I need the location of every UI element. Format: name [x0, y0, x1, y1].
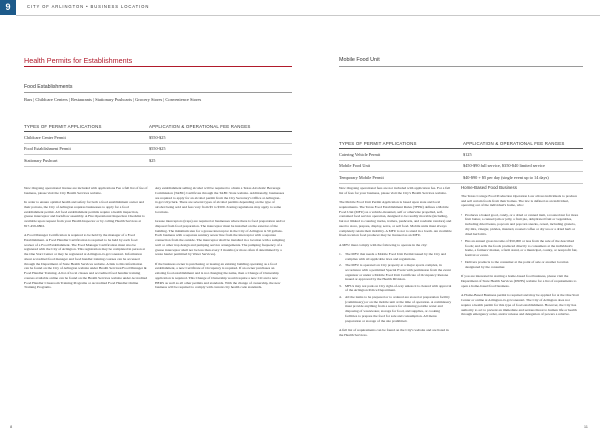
category-item: Childcare Centers — [35, 97, 68, 102]
fee-cell: $40-$90 + $5 per day (single event up to 14 days) — [463, 172, 583, 184]
list-item: 3. MFUs may not park on City right-of-way unless it is cleared with approval of the Arlington Police Department. — [339, 283, 452, 293]
mobile-permit-fee-table — [339, 141, 583, 184]
permit-type-cell: Food Establishment Permit — [24, 143, 149, 155]
table-header-row — [24, 124, 292, 132]
body-paragraph: Grease interceptors (traps) are required at businesses where there is food preparation and/or disposal from food preparation. The interceptor must be installed on the exterior of the building. The minimum size for a grease interceptor in the City of Arlington is 50 gallons. Each business with a separate sanitary sewer line from the interceptor with a separate connection from the outside. The interceptor shall be installed in a location with a sampling well or other trap design and pumping service arrangements. The pumping frequency of a grease interceptor shall not be less than every 3 months (or more often if determined by a waste hauler permitted by Water Services). — [155, 219, 285, 257]
table-row — [24, 143, 292, 155]
body-paragraph: A Food Manager Certification is required to be held by the manager of a Food Establishment. A Food Handler Certification is required to be held by each food worker of a Food Establishment. The Food Manager Certification must also be registered with the City of Arlington. This registration may be completed in person at the One Start Center or may be registered at Arlington-tx.gov/onestart. Information about accredited food manager and food handler training courses can be accessed through the Department of State Health Services website. A link to this information can be found on the City of Arlington website under Health Services/Food Manager & Food Handler Training. A list of local classes and accredited food handler training courses available online can be found on the Health Services website under Accredited Food Handler Classroom Training Programs or Accredited Food Handler Online Training Programs. — [24, 233, 148, 290]
right-page-number: 11 — [583, 424, 588, 429]
fee-cell: $25 — [149, 155, 292, 167]
body-paragraph: New Ongoing operational fees are not included with application fee. For a full list of fees for your business, please visit the City's Health Services website. — [339, 186, 451, 195]
table-row — [339, 149, 583, 161]
left-column-1-text — [24, 186, 148, 295]
body-paragraph: The Mobile Food Unit Permit Application is based upon state and local requirements. The Texas Food Establishment Rules (TFER) defines a Mobile Food Unit (MFU) as a vehicle-mounted, self or otherwise propelled, self-contained food service operation, designed to be readily movable (including, but not limited to catering trucks, trailers, pushcarts, and roadside vendors) and used to store, prepare, display, serve, or sell food. Mobile units must always completely retain their mobility. A MFU is not to stand in a booth. An available fixed-location food producer may be licensed as an MFU. — [339, 200, 452, 238]
body-paragraph: The Texas Cottage Food Production Operation Law allows individuals to produce and sell certain foods from their homes. The law is defined as an individual, operating out of the individual's home, who: — [461, 193, 578, 208]
category-separator: | — [32, 97, 36, 102]
permit-type-cell: Stationary Pushcart — [24, 155, 149, 167]
body-paragraph: A MFU must comply with the following to operate in the city: — [339, 242, 428, 247]
body-paragraph: New Ongoing operational license are included with applications Fee a full list of fee of business, please visit the City Health Services website. — [24, 186, 148, 195]
column-header: TYPES OF PERMIT APPLICATIONS — [24, 124, 149, 132]
cottage-food-criteria-list — [461, 213, 579, 270]
food-establishments-title: Food Establishments — [24, 84, 73, 90]
fee-cell: $550-$25 — [149, 132, 292, 144]
category-item: Grocery Stores — [135, 97, 163, 102]
right-column-2-text — [461, 186, 579, 322]
permit-type-cell: Childcare Center Permit — [24, 132, 149, 144]
body-paragraph: A Home-Based Business permit is required and may be applied for at the One Start Center or online at Arlington-tx.gov/onestart. The City of Arlington does not require a health permit for this type of food establishment. However, the City has authority to act to prevent an immediate and serious threat to human life or health through emergency order, and/or release and delegation of powers a relative. — [461, 293, 580, 317]
category-item: Stationary Pushcarts — [95, 97, 132, 102]
category-separator: | — [67, 97, 71, 102]
page-badge: 9 — [0, 0, 16, 15]
column-header: TYPES OF PERMIT APPLICATIONS — [339, 141, 463, 149]
column-header: APPLICATION & OPERATIONAL FEE RANGES — [149, 124, 292, 132]
table-row — [339, 160, 583, 172]
category-item: Convenience Stores — [165, 97, 202, 102]
table-row — [24, 132, 292, 144]
permit-type-cell: Catering Vehicle Permit — [339, 149, 463, 161]
list-item-text: The MFU that needs a Mobile Food Unit Permit issued by the City and complies with all applicable laws and regulations. — [345, 252, 446, 261]
list-item: • Produces a baked good, candy, or a dried or canned item, a roasted nut for more fruit butter, a canned jam or jelly, a fruit pie, dehydrated fruit or vegetables, including dried beans, popcorn and popcorn snacks, cereal, including granola, dry mix, vinegar, pickles, mustard, roasted coffee or dry tea or a dried herb or dried herb mix. — [461, 213, 579, 237]
category-list — [24, 97, 201, 102]
list-item: 4. All the items to be prepared or to ordered are stored at preparation facility (commissary) or on the mobile unit at the time of operation. A commissary must provide anything from a source for obtaining potable water and disposing of wastewater, storage for food, and supplies, or cooking facilities to prepare the food for sale and consumption. All menu preparation or storage of the site prohibited. — [339, 294, 452, 323]
body-paragraph: If you are interested in starting a home-based food business, please visit the Department of State Health Services (DSHS) website for a list of requirements to open a home-based food business. — [461, 274, 577, 288]
category-separator: | — [131, 97, 136, 102]
home-based-food-business-title: Home-Based Food Business — [461, 185, 517, 190]
header-divider — [16, 15, 600, 16]
category-separator: | — [162, 97, 166, 102]
fee-cell: $450-$90 full service, $350-$40 limited service — [463, 160, 583, 172]
body-paragraph: Any establishment selling alcohol will be required to obtain a Texas Alcoholic Beverage Commission (TABC) Certificate through the TABC State website. Additionally, businesses are required to apply for an alcohol permit from the City Secretary's Office at Arlington-tx.gov/cityclerk. There are several types of alcohol permits depending on the type of alcohol being sold and fees vary from $5 to $500. Zoning regulations may apply to some locations. — [155, 186, 285, 214]
permit-type-cell: Temporary Mobile Permit — [339, 172, 463, 184]
category-item: Restaurants — [70, 97, 92, 102]
table-row — [24, 155, 292, 167]
body-paragraph: If the business owner is purchasing or leasing an existing building operating as a food establishment, a new Certificate of Occupancy is required. If an owner purchases an existing food establishment and is not changing the name, then a Change of Ownership application is required. This Change of Ownership would require a new CO and a new HERS as well as all other permits and standards. With the change of ownership, the new business will be required to comply with current city health code standards. — [155, 261, 281, 290]
section-title: Health Permits for Establishments — [24, 56, 133, 65]
list-item: • Has an annual gross income of $50,000 or less from the sale of the described foods; and sells the foods produced directly to consumers at the individual's home, a farmers' market, a farm stand, or a municipal, county, or nonprofit fair, festival or event. — [461, 239, 579, 258]
list-item: • Delivers products to the consumer at the point of sale or another location designated by the consumer. — [461, 260, 579, 270]
mobile-food-unit-divider — [339, 66, 583, 67]
category-separator: | — [91, 97, 96, 102]
body-paragraph: In order to ensure optimal health and safety for both a food establishment owner and their patrons, the City of Arlington requires businesses to apply for a food establishment permit. All food establishment permits require a health inspection, grease interceptor and backflow assembly. A Fire Operational Inspection Checklist is available upon request from your Health Inspector or by calling Health Services at 817-459-6802. — [24, 200, 145, 228]
column-header: APPLICATION & OPERATIONAL FEE RANGES — [463, 141, 583, 149]
list-item: 2. The MFU is operated on City property at a major sports complex, in accordance with a permitted Special Event with permission from the event organizer or under a Mobile Food Unit Certificate of Occupancy Rezone issued or approved by the Health Division. — [339, 263, 451, 282]
table-header-row — [339, 141, 583, 149]
fee-cell: $550-$25 — [149, 143, 292, 155]
list-item-text: MFUs may not park on City right-of-way unless it is cleared with approval of the Arlington Police Department. — [345, 283, 452, 293]
list-item-text: All the items to be prepared or to ordered are stored at preparation facility (commissary) or on the mobile unit at the time of operation. A commissary must provide anything from a source for obtaining potable water and disposing of wastewater, storage for food, and supplies, or cooking facilities to prepare the food for sale and consumption. All menu preparation or storage of the site prohibited. — [345, 294, 452, 323]
left-column-2-text — [155, 186, 285, 295]
table-row — [339, 172, 583, 184]
food-permit-fee-table — [24, 124, 292, 167]
header-title: CITY OF ARLINGTON • BUSINESS LOCATION — [27, 4, 150, 9]
permit-type-cell: Mobile Food Unit — [339, 160, 463, 172]
category-item: Bars — [24, 97, 33, 102]
list-item: 1. The MFU that needs a Mobile Food Unit Permit issued by the City and complies with all applicable laws and regulations. — [339, 252, 446, 261]
list-item-text: The MFU is operated on City property at a major sports complex, in accordance with a permitted Special Event with permission from the event organizer or under a Mobile Food Unit Certificate of Occupancy Rezone issued or approved by the Health Division. — [345, 263, 451, 282]
mfu-requirements-list — [339, 252, 452, 323]
left-page-number: 8 — [10, 424, 13, 429]
section-title-underline — [24, 66, 292, 67]
right-column-1-text — [339, 186, 452, 342]
food-establishments-divider — [24, 92, 292, 93]
body-paragraph: A full list of requirements can be found on the City's website and are listed in the Health Services. — [339, 327, 449, 337]
mobile-food-unit-title: Mobile Food Unit — [339, 57, 380, 63]
fee-cell: $125 — [463, 149, 583, 161]
